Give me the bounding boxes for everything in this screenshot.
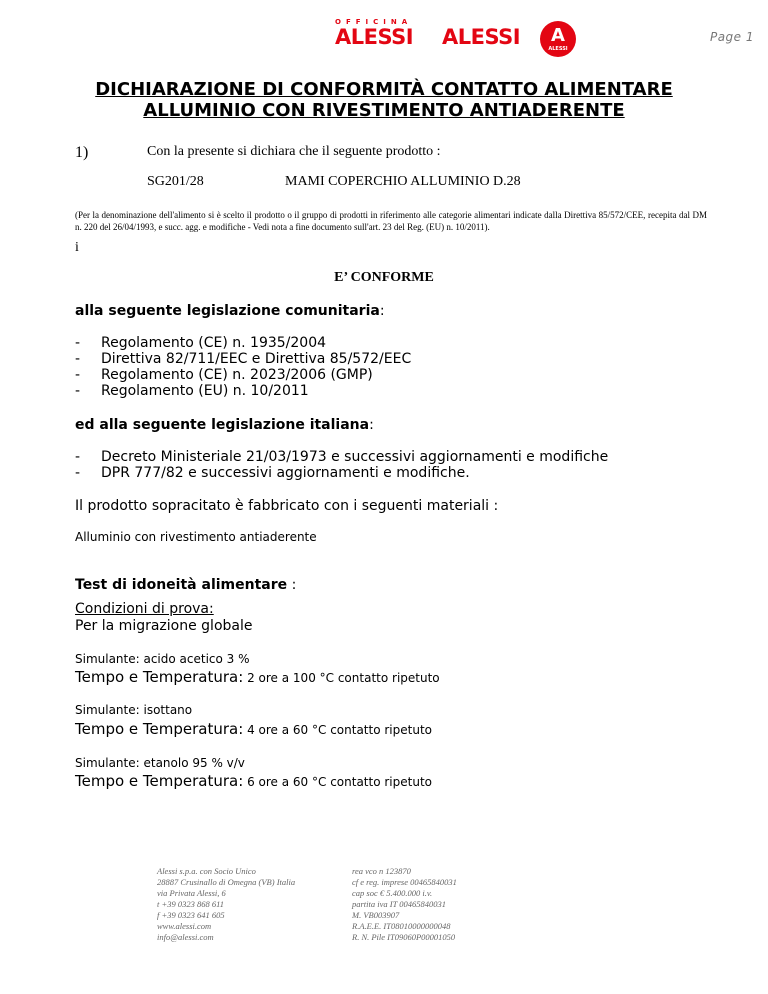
footer-company-info: Alessi s.p.a. con Socio Unico 28887 Crusinallo di Omegna (VB) Italia via Privata Alessi, 6 t +39 0323 868 611 f +39 0323 641 605 www.alessi.com info@alessi.com [157,866,296,942]
simulant-2: Simulante: isottano [75,703,193,717]
it-heading-text: ed alla seguente legislazione italiana [75,417,370,433]
materials-heading: Il prodotto sopracitato è fabbricato con i seguenti materiali : [75,498,499,514]
officina-text: OFFICINA [335,18,413,26]
time-temperature-3: Tempo e Temperatura: 6 ore a 60 °C contatto ripetuto [75,772,432,790]
alessi-logos [330,18,590,58]
officina-alessi-logo: ALESSI [335,25,414,49]
footer-registry-info: rea vco n 123870 cf e reg. imprese 00465840031 cap soc € 5.400.000 i.v. partita iva IT 00465840031 M. VB003907 R.A.E.E. IT08010000000048 R. N. Pile IT09060P00001050 [352,866,457,942]
eu-legislation-heading: alla seguente legislazione comunitaria: [75,303,385,319]
simulant-3: Simulante: etanolo 95 % v/v [75,756,245,770]
list-item: - Direttiva 82/711/EEC e Direttiva 85/572/EEC [75,351,412,367]
time-temperature-1: Tempo e Temperatura: 2 ore a 100 °C contatto ripetuto [75,668,440,686]
title-line-2: ALLUMINIO CON RIVESTIMENTO ANTIADERENTE [143,100,625,121]
product-name: MAMI COPERCHIO ALLUMINIO D.28 [285,174,521,189]
time-temperature-2: Tempo e Temperatura: 4 ore a 60 °C contatto ripetuto [75,720,432,738]
title-line-1: DICHIARAZIONE DI CONFORMITÀ CONTATTO ALIMENTARE [95,79,673,100]
eu-legislation-list [75,335,411,399]
intro-text: Con la presente si dichiara che il seguente prodotto : [147,144,441,159]
product-code: SG201/28 [147,174,204,189]
alessi-logo: ALESSI [442,25,521,49]
circle-logo-letter: A [551,25,565,46]
list-item: - Regolamento (CE) n. 2023/2006 (GMP) [75,367,373,383]
alessi-circle-logo [540,21,576,57]
circle-logo-small: ALESSI [548,46,568,52]
list-item: - Decreto Ministeriale 21/03/1973 e successivi aggiornamenti e modifiche [75,449,609,465]
eu-heading-text: alla seguente legislazione comunitaria [75,303,380,319]
page-number: Page 1 [709,30,754,44]
legal-note: (Per la denominazione dell'alimento si è scelto il prodotto o il gruppo di prodotti in riferimento alle categorie alimentari indicate dalla Direttiva 85/572/CEE, recepita dal DM n. 220 del 26/04/1993, e succ. agg. e modifiche - Vedi nota a fine documento sull'art. 23 del Reg. (EU) n. 10/2011). [75,210,707,232]
test-heading: Test di idoneità alimentare : [75,577,297,593]
list-item: - Regolamento (CE) n. 1935/2004 [75,335,327,351]
conforme-heading: E’ CONFORME [334,270,434,285]
test-heading-text: Test di idoneità alimentare [75,577,288,593]
section-number: 1) [75,144,89,161]
migration-text: Per la migrazione globale [75,618,253,634]
materials-text: Alluminio con rivestimento antiaderente [75,530,317,544]
it-legislation-heading: ed alla seguente legislazione italiana: [75,417,374,433]
it-legislation-list [75,449,608,481]
conditions-heading: Condizioni di prova: [75,601,214,617]
simulant-1: Simulante: acido acetico 3 % [75,652,250,666]
list-item: - DPR 777/82 e successivi aggiornamenti e modifiche. [75,465,470,481]
stray-character: i [75,240,79,255]
list-item: - Regolamento (EU) n. 10/2011 [75,383,309,399]
